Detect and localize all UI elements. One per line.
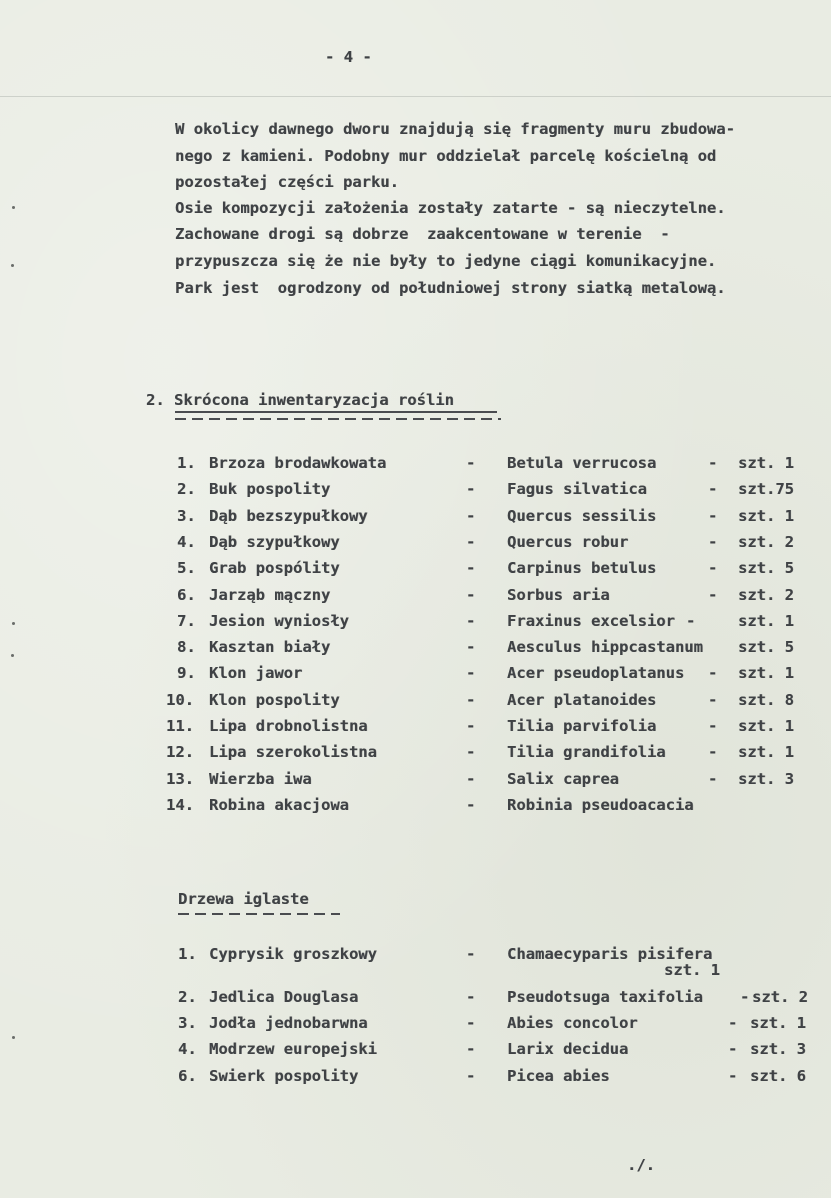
- latin-name: Quercus robur: [507, 533, 629, 551]
- punch-hole-mark: [12, 1036, 15, 1039]
- count-separator: -: [708, 480, 718, 498]
- tree-count: szt. 6: [750, 1067, 806, 1085]
- polish-name: Brzoza brodawkowata: [209, 454, 387, 472]
- latin-name: Aesculus hippcastanum: [507, 638, 703, 656]
- row-number: 5.: [177, 559, 196, 577]
- count-separator: -: [708, 586, 718, 604]
- row-number: 6.: [178, 1067, 197, 1085]
- separator-dash: -: [466, 988, 476, 1006]
- polish-name: Grab pospólity: [209, 559, 340, 577]
- count-separator: -: [708, 533, 718, 551]
- count-separator: -: [728, 1040, 738, 1058]
- latin-name: Acer pseudoplatanus: [507, 664, 685, 682]
- separator-dash: -: [466, 1067, 476, 1085]
- polish-name: Lipa drobnolistna: [209, 717, 368, 735]
- paragraph-line: pozostałej części parku.: [175, 173, 399, 191]
- continuation-mark: ./.: [627, 1156, 655, 1174]
- paragraph-line: nego z kamieni. Podobny mur oddzielał parcelę kościelną od: [175, 147, 717, 165]
- count-separator: -: [708, 559, 718, 577]
- separator-dash: -: [466, 454, 476, 472]
- latin-name: Betula verrucosa: [507, 454, 657, 472]
- polish-name: Wierzba iwa: [209, 770, 312, 788]
- row-number: 9.: [177, 664, 196, 682]
- count-separator: -: [740, 988, 750, 1006]
- latin-name: Salix caprea: [507, 770, 619, 788]
- count-separator: -: [708, 507, 718, 525]
- count-separator: -: [708, 743, 718, 761]
- row-number: 3.: [177, 507, 196, 525]
- polish-name: Jodła jednobarwna: [209, 1014, 368, 1032]
- tree-count: szt. 1: [738, 717, 794, 735]
- paper-fold-line: [0, 96, 831, 97]
- polish-name: Klon pospolity: [209, 691, 340, 709]
- latin-name: Picea abies: [507, 1067, 610, 1085]
- count-separator: -: [708, 770, 718, 788]
- row-number: 1.: [178, 945, 197, 963]
- row-number: 1.: [177, 454, 196, 472]
- tree-count: szt. 1: [738, 612, 794, 630]
- latin-name: Robinia pseudoacacia: [507, 796, 694, 814]
- latin-name: Quercus sessilis: [507, 507, 657, 525]
- polish-name: Buk pospolity: [209, 480, 331, 498]
- latin-name: Tilia parvifolia: [507, 717, 657, 735]
- row-number: 8.: [177, 638, 196, 656]
- count-separator: -: [708, 717, 718, 735]
- latin-name: Carpinus betulus: [507, 559, 657, 577]
- polish-name: Lipa szerokolistna: [209, 743, 377, 761]
- tree-count: szt. 2: [738, 586, 794, 604]
- tree-count: szt. 1: [664, 961, 720, 979]
- section-heading: 2. Skrócona inwentaryzacja roślin: [146, 391, 454, 409]
- row-number: 2.: [178, 988, 197, 1006]
- separator-dash: -: [466, 743, 476, 761]
- latin-name: Pseudotsuga taxifolia: [507, 988, 703, 1006]
- polish-name: Klon jawor: [209, 664, 303, 682]
- row-number: 6.: [177, 586, 196, 604]
- polish-name: Jesion wyniosły: [209, 612, 349, 630]
- polish-name: Dąb bezszypułkowy: [209, 507, 368, 525]
- polish-name: Jarząb mączny: [209, 586, 331, 604]
- punch-hole-mark: [11, 654, 14, 657]
- polish-name: Dąb szypułkowy: [209, 533, 340, 551]
- tree-count: szt. 1: [738, 743, 794, 761]
- tree-count: szt. 1: [738, 664, 794, 682]
- count-separator: -: [728, 1067, 738, 1085]
- polish-name: Modrzew europejski: [209, 1040, 377, 1058]
- separator-dash: -: [466, 770, 476, 788]
- conifer-heading: Drzewa iglaste: [178, 890, 309, 908]
- separator-dash: -: [466, 717, 476, 735]
- heading-underline: [175, 411, 497, 413]
- latin-name: Abies concolor: [507, 1014, 638, 1032]
- row-number: 14.: [166, 796, 194, 814]
- row-number: 13.: [166, 770, 194, 788]
- separator-dash: -: [466, 691, 476, 709]
- separator-dash: -: [466, 559, 476, 577]
- punch-hole-mark: [11, 264, 14, 267]
- separator-dash: -: [466, 612, 476, 630]
- polish-name: Robina akacjowa: [209, 796, 349, 814]
- separator-dash: -: [466, 480, 476, 498]
- count-separator: -: [708, 691, 718, 709]
- paragraph-line: Zachowane drogi są dobrze zaakcentowane w terenie -: [175, 225, 670, 243]
- latin-name: Fagus silvatica: [507, 480, 647, 498]
- separator-dash: -: [466, 533, 476, 551]
- separator-dash: -: [466, 1014, 476, 1032]
- paragraph-line: Osie kompozycji założenia zostały zatarte - są nieczytelne.: [175, 199, 726, 217]
- row-number: 4.: [177, 533, 196, 551]
- row-number: 4.: [178, 1040, 197, 1058]
- row-number: 2.: [177, 480, 196, 498]
- row-number: 10.: [166, 691, 194, 709]
- tree-count: szt. 2: [738, 533, 794, 551]
- conifer-heading-dashed-underline: [178, 913, 340, 915]
- tree-count: szt. 5: [738, 559, 794, 577]
- page-number: - 4 -: [325, 48, 372, 66]
- polish-name: Swierk pospolity: [209, 1067, 359, 1085]
- row-number: 3.: [178, 1014, 197, 1032]
- count-separator: -: [708, 664, 718, 682]
- separator-dash: -: [466, 586, 476, 604]
- count-separator: -: [708, 454, 718, 472]
- row-number: 12.: [166, 743, 194, 761]
- tree-count: szt.75: [738, 480, 794, 498]
- separator-dash: -: [466, 945, 476, 963]
- latin-name: Larix decidua: [507, 1040, 629, 1058]
- separator-dash: -: [466, 638, 476, 656]
- polish-name: Cyprysik groszkowy: [209, 945, 377, 963]
- latin-name: Tilia grandifolia: [507, 743, 666, 761]
- tree-count: szt. 1: [738, 454, 794, 472]
- latin-name: Fraxinus excelsior: [507, 612, 675, 630]
- tree-count: szt. 3: [750, 1040, 806, 1058]
- paragraph-line: W okolicy dawnego dworu znajdują się fragmenty muru zbudowa-: [175, 120, 735, 138]
- count-separator: -: [686, 612, 696, 630]
- paragraph-line: przypuszcza się że nie były to jedyne ciągi komunikacyjne.: [175, 252, 717, 270]
- latin-name: Acer platanoides: [507, 691, 657, 709]
- tree-count: szt. 2: [752, 988, 808, 1006]
- tree-count: szt. 3: [738, 770, 794, 788]
- heading-dashed-underline: [175, 418, 501, 420]
- punch-hole-mark: [12, 206, 15, 209]
- separator-dash: -: [466, 664, 476, 682]
- tree-count: szt. 1: [738, 507, 794, 525]
- separator-dash: -: [466, 1040, 476, 1058]
- separator-dash: -: [466, 796, 476, 814]
- separator-dash: -: [466, 507, 476, 525]
- paragraph-line: Park jest ogrodzony od południowej strony siatką metalową.: [175, 279, 726, 297]
- polish-name: Jedlica Douglasa: [209, 988, 359, 1006]
- tree-count: szt. 1: [750, 1014, 806, 1032]
- polish-name: Kasztan biały: [209, 638, 331, 656]
- latin-name: Sorbus aria: [507, 586, 610, 604]
- row-number: 7.: [177, 612, 196, 630]
- tree-count: szt. 5: [738, 638, 794, 656]
- punch-hole-mark: [12, 622, 15, 625]
- latin-name: Chamaecyparis pisifera: [507, 945, 713, 963]
- tree-count: szt. 8: [738, 691, 794, 709]
- count-separator: -: [728, 1014, 738, 1032]
- row-number: 11.: [166, 717, 194, 735]
